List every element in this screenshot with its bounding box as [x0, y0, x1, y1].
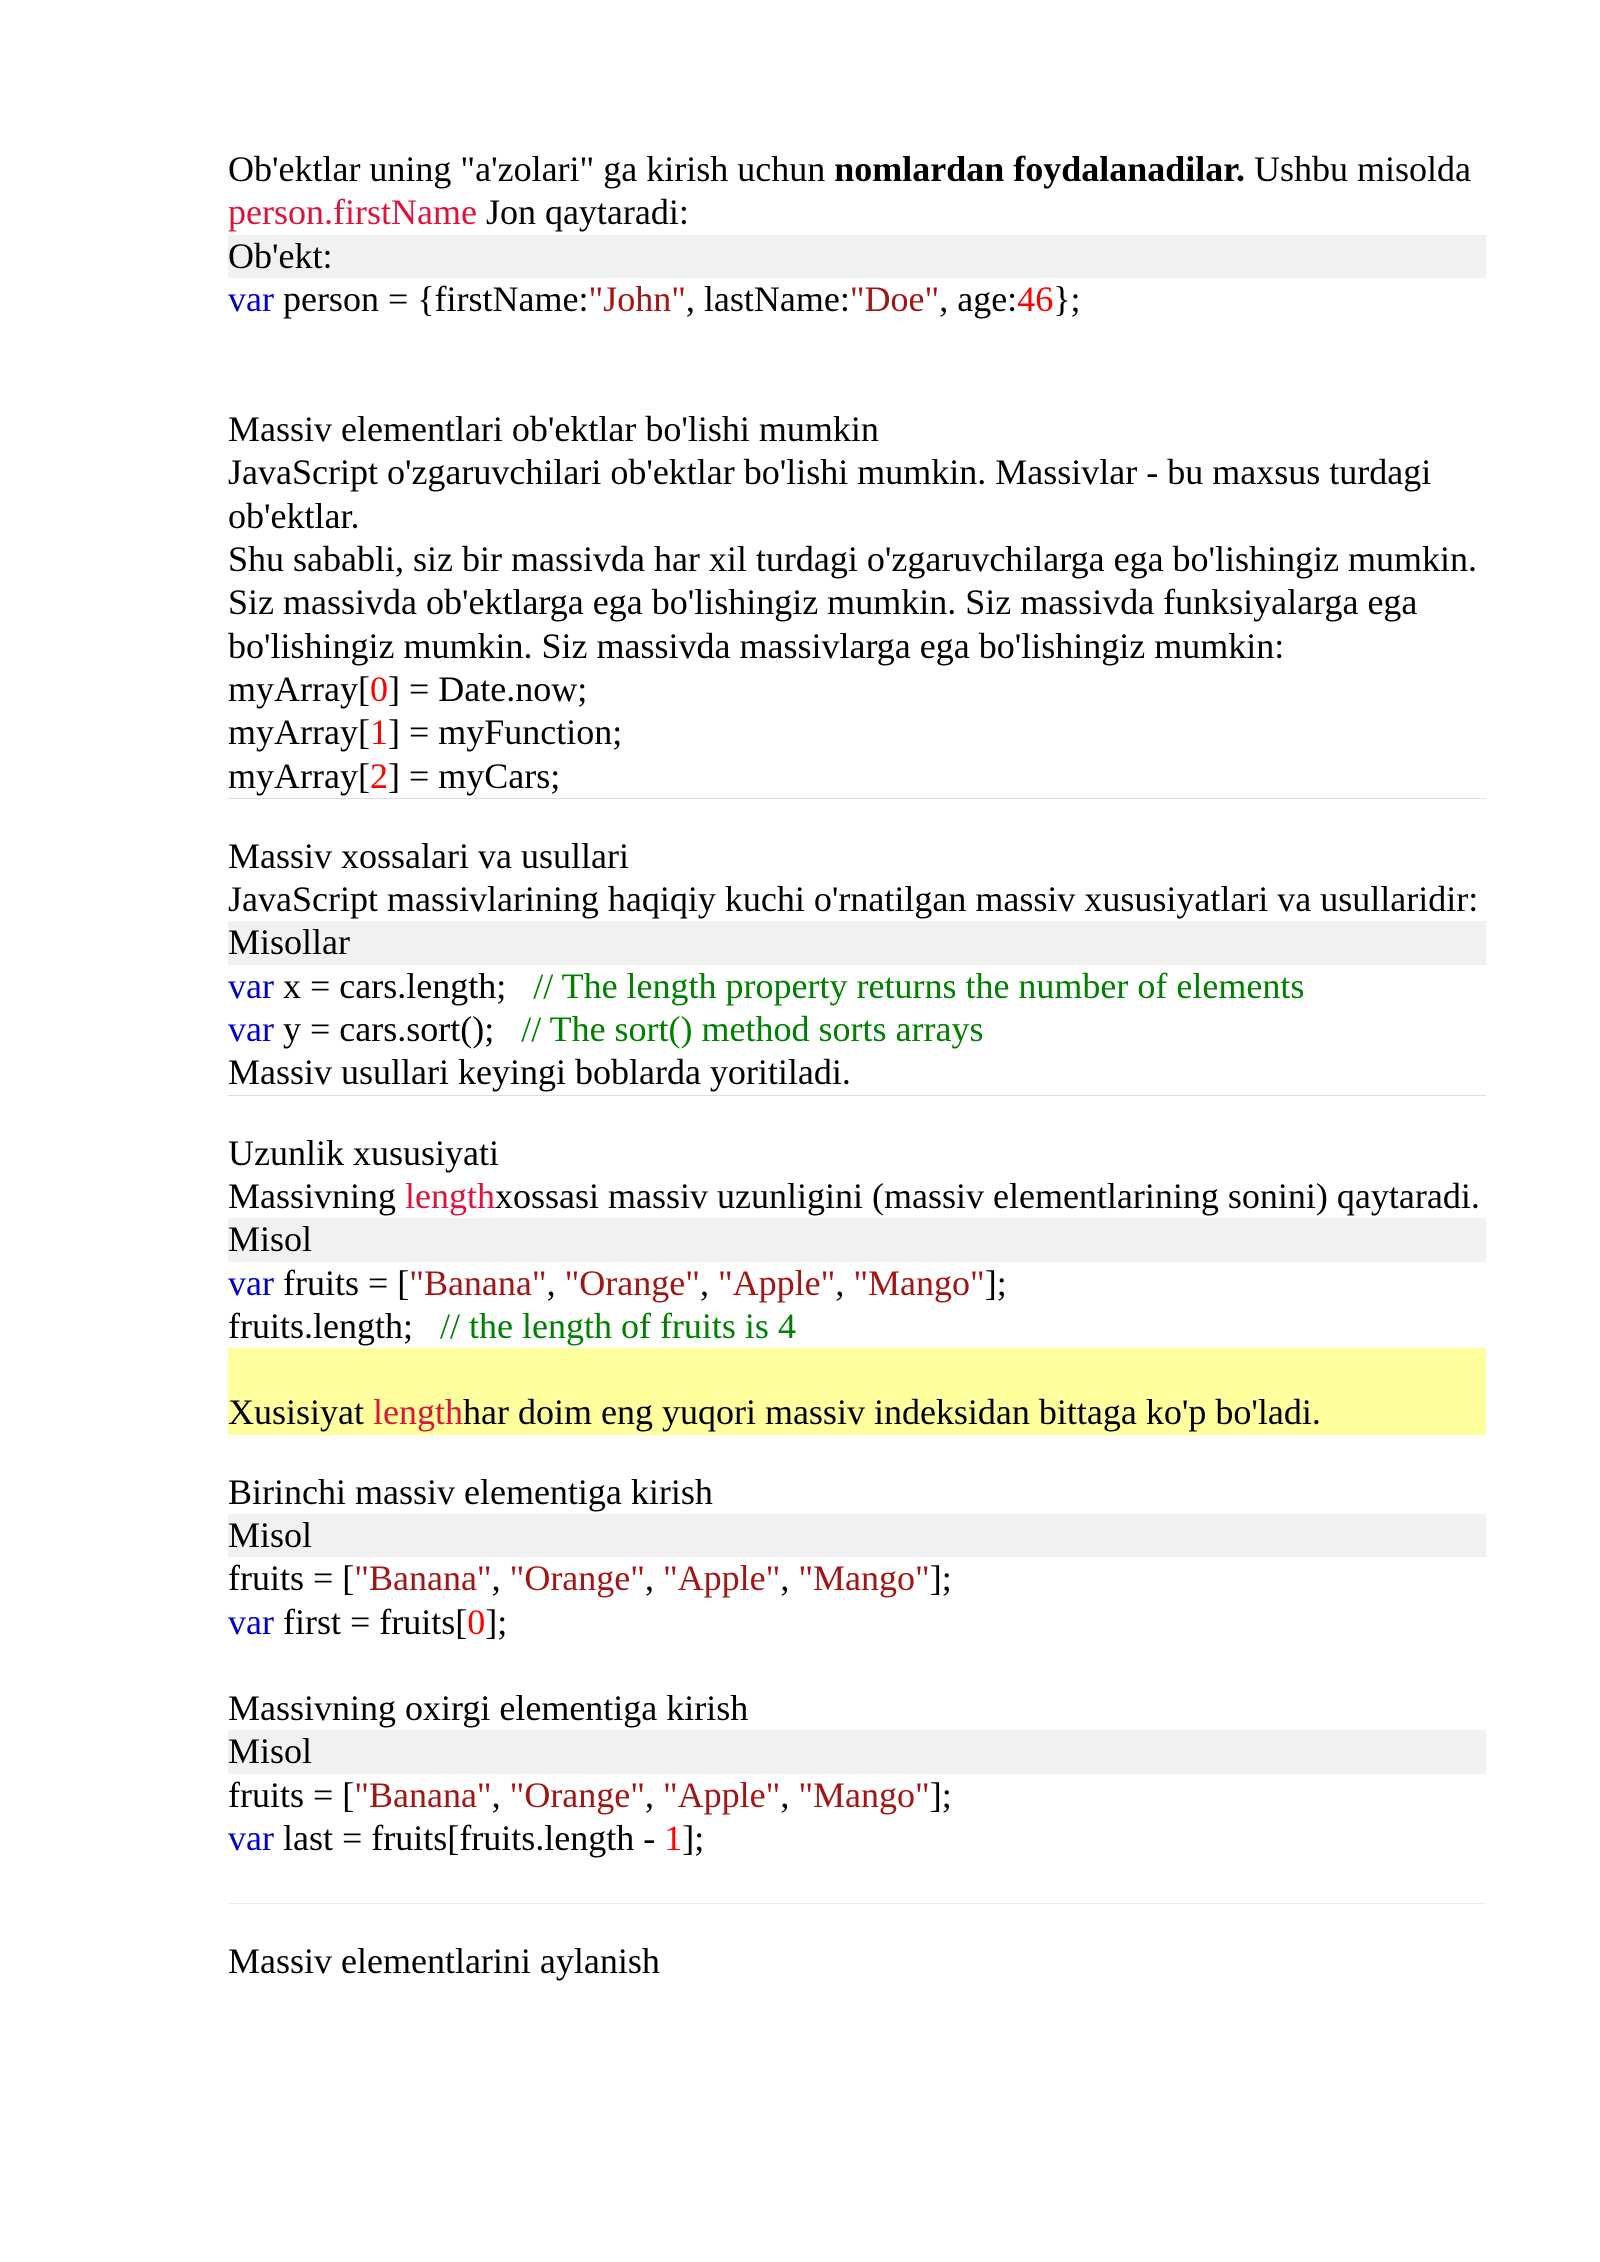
section-heading: Birinchi massiv elementiga kirish	[228, 1471, 713, 1512]
spacer	[228, 1348, 1486, 1391]
spacer	[228, 1096, 1486, 1132]
code-line: myArray[1] = myFunction;	[228, 712, 623, 753]
code-line: myArray[0] = Date.now;	[228, 668, 588, 709]
inline-code: length	[405, 1175, 495, 1216]
example-label: Misol	[228, 1514, 1486, 1557]
code-line: myArray[2] = myCars;	[228, 755, 561, 796]
note-box	[228, 1348, 1486, 1435]
section-heading: Massiv elementlari ob'ektlar bo'lishi mumkin	[228, 409, 879, 450]
example-label: Misol	[228, 1218, 1486, 1261]
intro-paragraph: Ob'ektlar uning "a'zolari" ga kirish uchun nomlardan foydalanadilar. Ushbu misolda person.firstName Jon qaytaradi:	[228, 149, 1471, 233]
code-line: fruits = ["Banana", "Orange", "Apple", "Mango"];	[228, 1774, 952, 1815]
paragraph: Massiv usullari keyingi boblarda yoritiladi.	[228, 1052, 851, 1093]
spacer	[228, 799, 1486, 835]
inline-code: length	[373, 1392, 463, 1433]
spacer	[228, 1435, 1486, 1471]
code-line: var x = cars.length; // The length property returns the number of elements	[228, 965, 1305, 1006]
section-heading: Massiv elementlarini aylanish	[228, 1941, 660, 1982]
example-label: Misollar	[228, 921, 1486, 964]
code-line: var person = {firstName:"John", lastName:"Doe", age:46};	[228, 278, 1081, 319]
inline-code: person.firstName	[228, 192, 477, 233]
intro-bold-text: nomlardan foydalanadilar.	[834, 149, 1245, 189]
section-heading: Uzunlik xususiyati	[228, 1132, 499, 1173]
code-line: fruits.length; // the length of fruits is 4	[228, 1305, 796, 1346]
paragraph: Siz massivda ob'ektlarga ega bo'lishingiz mumkin. Siz massivda funksiyalarga ega bo'lishingiz mumkin. Siz massivda massivlarga ega bo'lishingiz mumkin:	[228, 582, 1418, 666]
note-text: Xusisiyat lengthhar doim eng yuqori massiv indeksidan bittaga ko'p bo'ladi.	[228, 1392, 1321, 1433]
paragraph: JavaScript massivlarining haqiqiy kuchi o'rnatilgan massiv xususiyatlari va usullaridir:	[228, 879, 1479, 920]
code-line: var last = fruits[fruits.length - 1];	[228, 1817, 705, 1858]
code-line: var fruits = ["Banana", "Orange", "Apple", "Mango"];	[228, 1262, 1007, 1303]
section-heading: Massivning oxirgi elementiga kirish	[228, 1687, 749, 1728]
spacer	[228, 321, 1486, 408]
spacer	[228, 1904, 1486, 1940]
section-heading: Massiv xossalari va usullari	[228, 835, 629, 876]
example-label: Misol	[228, 1730, 1486, 1773]
code-line: var y = cars.sort(); // The sort() method sorts arrays	[228, 1009, 984, 1050]
spacer	[228, 1860, 1486, 1903]
code-line: var first = fruits[0];	[228, 1601, 508, 1642]
paragraph: Shu sababli, siz bir massivda har xil turdagi o'zgaruvchilarga ega bo'lishingiz mumkin.	[228, 539, 1478, 580]
spacer	[228, 1644, 1486, 1687]
paragraph: Massivning lengthxossasi massiv uzunligini (massiv elementlarining sonini) qaytaradi.	[228, 1175, 1480, 1216]
example-label: Ob'ekt:	[228, 235, 1486, 278]
document-page	[228, 148, 1486, 1983]
paragraph: JavaScript o'zgaruvchilari ob'ektlar bo'lishi mumkin. Massivlar - bu maxsus turdagi ob'ektlar.	[228, 452, 1432, 536]
code-line: fruits = ["Banana", "Orange", "Apple", "Mango"];	[228, 1558, 952, 1599]
